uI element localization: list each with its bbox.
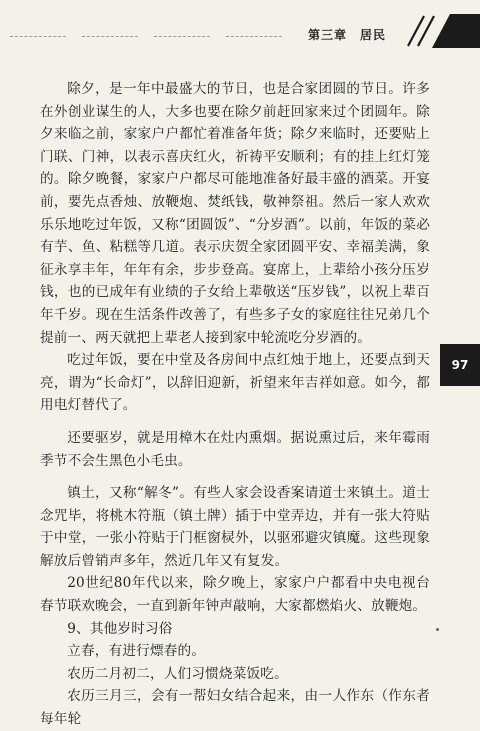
chapter-title: 第三章 居民: [308, 28, 387, 42]
slashes-icon: [404, 14, 480, 48]
header-rule: [226, 36, 282, 37]
body-text: [40, 78, 430, 731]
paragraph: 20世纪80年代以来，除夕晚上，家家户户都看中央电视台春节联欢晚会，一直到新年钟声敲响，大家都燃焰火、放鞭炮。: [40, 575, 430, 615]
paragraph: 吃过年饭，要在中堂及各房间中点红烛于地上，还要点到天亮，谓为“长命灯”，以辞旧迎新，祈望来年吉祥如意。如今，都用电灯替代了。: [40, 352, 430, 414]
running-header: [0, 0, 480, 56]
paragraph: 还要驱岁，就是用樟木在灶内熏烟。据说熏过后，来年霉雨季节不会生黑色小毛虫。: [40, 429, 430, 469]
header-rule: [10, 36, 66, 37]
margin-mark: [436, 628, 439, 631]
section-heading: 9、其他岁时习俗: [67, 620, 173, 637]
page-number-tab: 97: [440, 344, 480, 386]
paragraph: 立春，有进行熛春的。: [67, 643, 206, 660]
header-rule: [154, 36, 210, 37]
paragraph: 镇土，又称“解冬”。有些人家会设香案请道士来镇土。道士念咒毕，将桃木符瓶（镇土牌）插于中堂弄边，并有一张大符贴于中堂，一张小符贴于门框窗棂外，以驱邪避灾镇魔。这些现象解放后曾销声多年，然近几年又有复发。: [40, 485, 430, 569]
paragraph: 农历二月初二，人们习惯烧菜饭吃。: [67, 665, 288, 682]
paragraph: 除夕，是一年中最盛大的节日，也是合家团圆的节日。许多在外创业谋生的人，大多也要在除夕前赶回家来过个团圆年。除夕来临之前，家家户户都忙着准备年货；除夕来临时，还要贴上门联、门神，以表示喜庆红火，祈祷平安顺利；有的挂上红灯笼的。除夕晚餐，家家户户都尽可能地准备好最丰盛的酒菜。开宴前，要先点香烛、放鞭炮、焚纸钱，敬神祭祖。然后一家人欢欢乐乐地吃过年饭，又称“团圆饭”、“分岁酒”。以前，年饭的菜必有芋、鱼、粘糕等几道。表示庆贺全家团圆平安、幸福美满，象征永享丰年，年年有余，步步登高。宴席上，上辈给小孩分压岁钱，也的已成年有业绩的子女给上辈敬送“压岁钱”，以祝上辈百年千岁。现在生活条件改善了，有些多子女的家庭往往兄弟几个提前一、两天就把上辈老人接到家中轮流吃分岁酒的。: [40, 81, 430, 346]
paragraph: 农历三月三，会有一帮妇女结合起来，由一人作东（作东者每年轮: [40, 688, 430, 728]
header-rule: [82, 36, 138, 37]
